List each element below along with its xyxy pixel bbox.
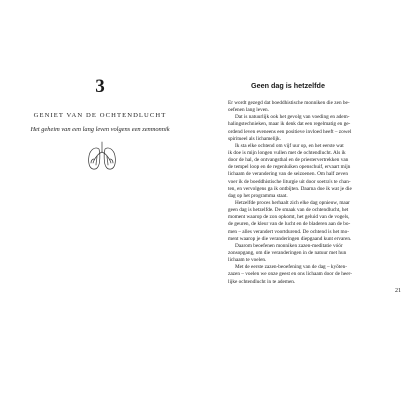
text-line: ment waarop je die veranderingen diepgaand kunt ervaren. <box>228 235 352 242</box>
text-line: Met de eerste zazen-beoefening van de dag – kyōten- <box>235 264 347 271</box>
left-page <box>0 0 200 400</box>
chapter-subtitle: Het geheim van een lang leven volgens een zenmonnik <box>30 126 170 133</box>
text-line: zazen – voelen we onze geest en ons lichaam door de heer- <box>228 271 352 278</box>
text-line: ik doe is mijn longen vullen met de ochtendlucht. Als ik <box>228 149 346 156</box>
text-line: de geuren, de kleur van de lucht en de bladeren aan de bo- <box>228 221 351 228</box>
text-line: Hetzelfde proces herhaalt zich elke dag opnieuw, maar <box>235 199 350 206</box>
text-line: lijke ochtendlucht in te ademen. <box>228 278 296 285</box>
text-line: door de hal, de ontvangsthal en de priestervertrekken van <box>228 157 349 164</box>
text-line: ordend leven eveneens een positieve invloed heeft – zowel <box>228 128 352 135</box>
text-line: lichaam te voelen. <box>228 257 267 264</box>
text-line: spiritueel als lichamelijk. <box>228 135 281 142</box>
lungs-icon <box>84 140 120 172</box>
text-line: moment waarop de zon opkomt, het geluid van de vogels, <box>228 214 350 221</box>
chapter-number: 3 <box>95 76 105 97</box>
text-line: halingstechnieken, maar ik denk dat een regelmatig en ge- <box>228 121 351 128</box>
running-head: Geen dag is hetzelfde <box>251 81 325 90</box>
text-line: zonsopgang, om die veranderingen in de natuur met hun <box>228 249 347 256</box>
text-line: men – alles verandert voortdurend. De ochtend is het mo- <box>228 228 350 235</box>
body-text <box>228 100 350 286</box>
text-line: Dat is natuurlijk ook het gevolg van voeding en adem- <box>235 114 350 121</box>
text-line: de tempel loop en de regenluiken openschuif, ervaart mijn <box>228 164 351 171</box>
text-line: geen dag is hetzelfde. De smaak van de ochtendlucht, het <box>228 207 349 214</box>
page-number: 21 <box>395 288 401 294</box>
text-line: Er wordt gezegd dat boeddhistische monniken die zen be- <box>228 100 350 106</box>
text-line: dag op het programma staat. <box>228 192 288 199</box>
text-line: Ik sta elke ochtend om vijf uur op, en het eerste wat <box>235 142 344 149</box>
text-line: oefenen lang leven. <box>228 107 269 114</box>
text-line: ten, en vervolgens ga ik ontbijten. Daarna doe ik wat je die <box>228 185 352 192</box>
text-line: voer ik de boeddhistische liturgie uit door soetra's te chan- <box>228 178 351 185</box>
text-line: Daarom beoefenen monniken zazen-meditatie vóór <box>235 242 343 249</box>
text-line: lichaam de verandering van de seizoenen. Om half zeven <box>228 171 348 178</box>
chapter-title: GENIET VAN DE OCHTENDLUCHT <box>33 112 167 119</box>
